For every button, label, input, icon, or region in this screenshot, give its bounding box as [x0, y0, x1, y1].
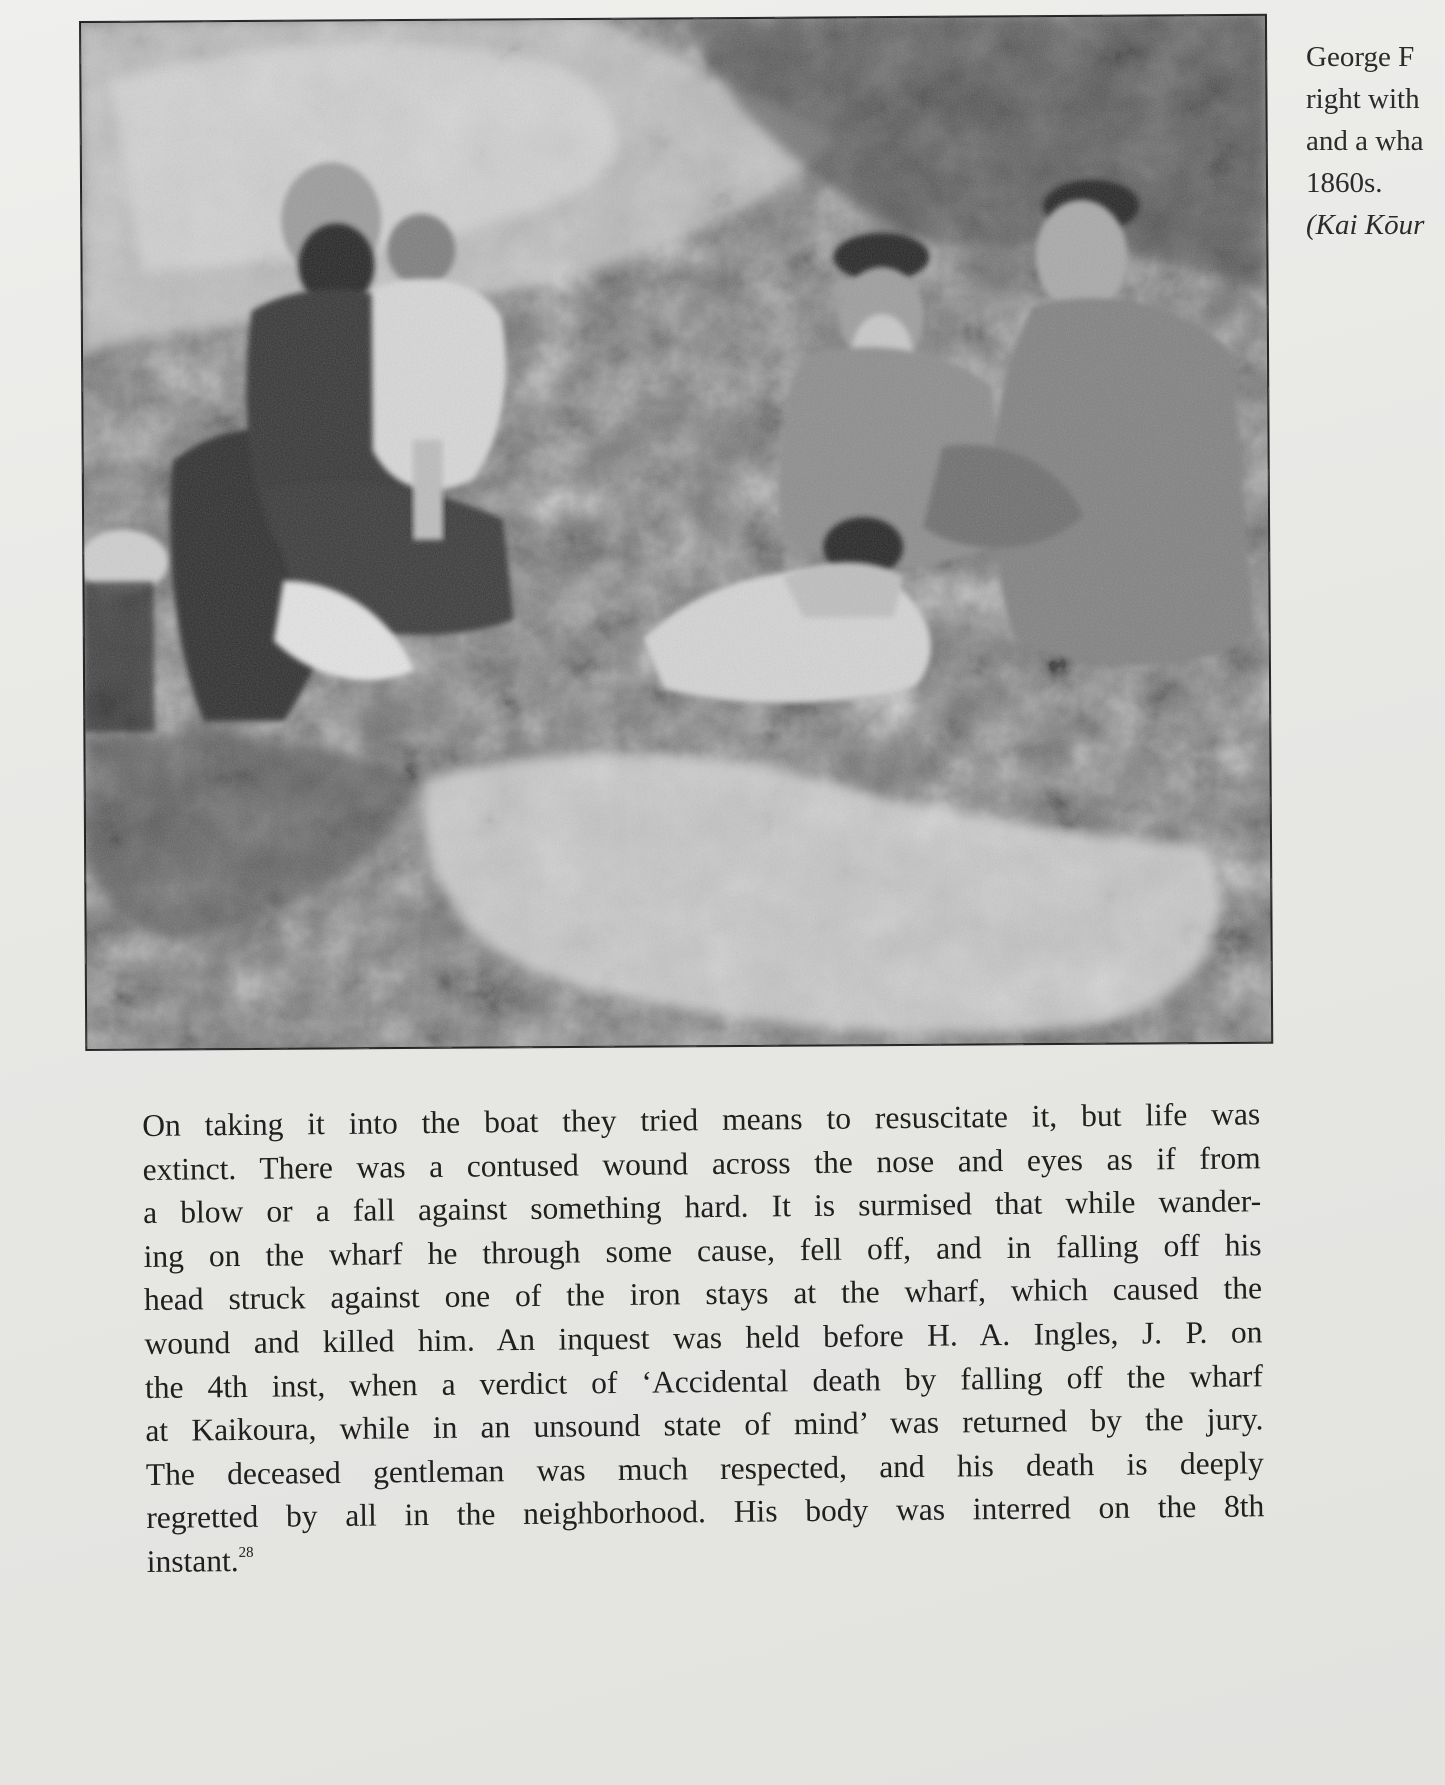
paragraph-line: extinct. There was a contused wound across the nose and eyes as if from: [142, 1139, 1261, 1187]
paragraph-line: a blow or a fall against something hard. It is surmised that while wander-: [142, 1183, 1262, 1231]
caption-line: and a wha: [1306, 125, 1424, 157]
paragraph-line: wound and killed him. An inquest was held before H. A. Ingles, J. P. on: [144, 1314, 1263, 1361]
paragraph-line: head struck against one of the iron stays at the wharf, which caused the: [143, 1270, 1263, 1318]
historical-photograph: [80, 15, 1272, 1050]
caption-line: right with: [1306, 83, 1420, 115]
paragraph-line: On taking it into the boat they tried means to resuscitate it, but life was: [142, 1096, 1261, 1143]
paragraph-line: The deceased gentleman was much respected, and his death is deeply: [145, 1445, 1264, 1492]
body-paragraph: [142, 1092, 1265, 1583]
photo-caption: [1306, 36, 1445, 246]
last-line-text: instant.: [146, 1542, 239, 1579]
photo-image: [80, 15, 1272, 1050]
caption-credit: (Kai Kōur: [1306, 209, 1425, 241]
footnote-reference[interactable]: 28: [238, 1544, 254, 1561]
paragraph-line: ing on the wharf he through some cause, fell off, and in falling off his: [143, 1227, 1262, 1274]
paragraph-line: regretted by all in the neighborhood. His body was interred on the 8th: [146, 1488, 1265, 1536]
caption-line: 1860s.: [1306, 167, 1383, 199]
caption-line: George F: [1306, 41, 1415, 73]
paragraph-line: at Kaikoura, while in an unsound state of mind’ was returned by the jury.: [145, 1401, 1264, 1449]
paragraph-line: the 4th inst, when a verdict of ‘Accidental death by falling off the wharf: [144, 1357, 1264, 1405]
